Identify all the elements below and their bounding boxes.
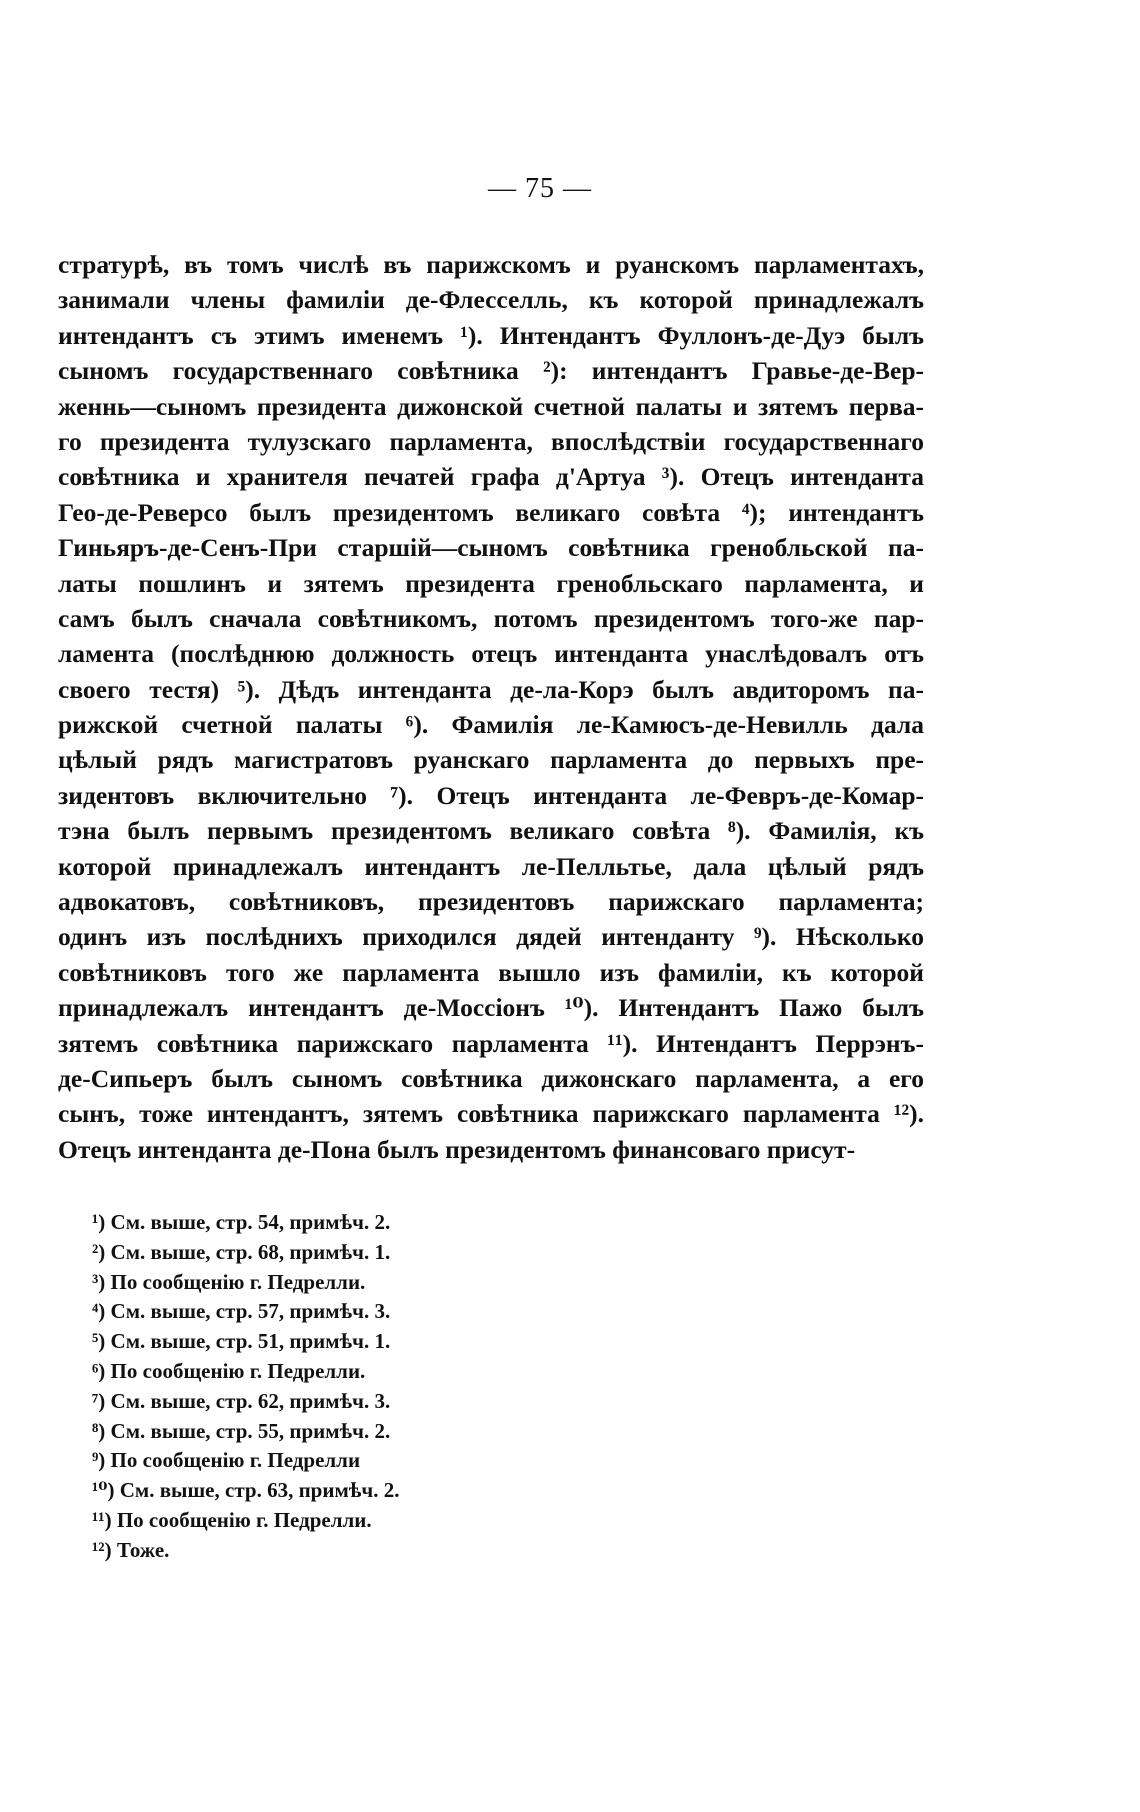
footnote: ¹⁰) См. выше, стр. 63, примѣч. 2. — [92, 1478, 400, 1503]
text-line: сынъ, тоже интендантъ, зятемъ совѣтника парижскаго парламента ¹²). — [58, 1099, 924, 1129]
footnote: ⁶) По сообщенію г. Педрелли. — [92, 1358, 366, 1383]
text-line: которой принадлежалъ интендантъ ле-Пелльтье, дала цѣлый рядъ — [58, 851, 924, 881]
text-line: совѣтниковъ того же парламента вышло изъ фамиліи, къ которой — [58, 957, 924, 987]
text-line: одинъ изъ послѣднихъ приходился дядей интенданту ⁹). Нѣсколько — [58, 922, 924, 952]
text-line: совѣтника и хранителя печатей графа д'Артуа ³). Отецъ интенданта — [58, 462, 924, 492]
footnote: ²) См. выше, стр. 68, примѣч. 1. — [92, 1239, 391, 1264]
footnote: ¹¹) По сообщенію г. Педрелли. — [92, 1507, 372, 1532]
text-line: зидентовъ включительно ⁷). Отецъ интенданта ле-Февръ-де-Комар- — [58, 780, 924, 810]
text-line: занимали члены фамиліи де-Флесселль, къ которой принадлежалъ — [58, 285, 924, 315]
text-line: самъ былъ сначала совѣтникомъ, потомъ президентомъ того-же пар- — [58, 603, 924, 633]
text-line: цѣлый рядъ магистратовъ руанскаго парламента до первыхъ пре- — [58, 745, 924, 775]
text-line: женнь—сыномъ президента дижонской счетной палаты и зятемъ перва- — [58, 391, 924, 421]
text-line: го президента тулузскаго парламента, впослѣдствіи государственнаго — [58, 426, 924, 456]
footnote: ⁷) См. выше, стр. 62, примѣч. 3. — [92, 1388, 391, 1413]
text-line: сыномъ государственнаго совѣтника ²): интендантъ Гравье-де-Вер- — [58, 356, 924, 386]
text-line: зятемъ совѣтника парижскаго парламента ¹¹). Интендантъ Перрэнъ- — [58, 1028, 924, 1058]
text-line: Гиньяръ-де-Сенъ-При старшій—сыномъ совѣтника гренобльской па- — [58, 533, 924, 563]
footnote: ⁵) См. выше, стр. 51, примѣч. 1. — [92, 1329, 391, 1354]
text-line: Отецъ интенданта де-Пона былъ президентомъ финансоваго присут- — [58, 1134, 856, 1164]
text-line: де-Сипьеръ былъ сыномъ совѣтника дижонскаго парламента, а его — [58, 1063, 924, 1093]
text-line: стратурѣ, въ томъ числѣ въ парижскомъ и руанскомъ парламентахъ, — [58, 250, 924, 279]
page-number: — 75 — — [488, 173, 592, 204]
footnote: ¹²) Тоже. — [92, 1537, 170, 1562]
footnote: ¹) См. выше, стр. 54, примѣч. 2. — [92, 1210, 391, 1234]
text-line: принадлежалъ интендантъ де-Моссіонъ ¹⁰). Интендантъ Пажо былъ — [58, 993, 924, 1023]
body-text — [58, 247, 924, 1167]
footnote: ⁹) По сообщенію г. Педрелли — [92, 1448, 361, 1473]
text-line: своего тестя) ⁵). Дѣдъ интенданта де-ла-Корэ былъ авдиторомъ па- — [58, 674, 924, 704]
text-line: рижской счетной палаты ⁶). Фамилія ле-Камюсъ-де-Невилль дала — [58, 710, 924, 740]
footnote: ⁴) См. выше, стр. 57, примѣч. 3. — [92, 1299, 391, 1324]
text-line: интендантъ съ этимъ именемъ ¹). Интендантъ Фуллонъ-де-Дуэ былъ — [58, 320, 924, 350]
footnote: ³) По сообщенію г. Педрелли. — [92, 1269, 366, 1294]
text-line: адвокатовъ, совѣтниковъ, президентовъ парижскаго парламента; — [58, 887, 924, 917]
text-line: тэна былъ первымъ президентомъ великаго совѣта ⁸). Фамилія, къ — [58, 816, 924, 846]
footnotes — [92, 1208, 399, 1566]
footnote: ⁸) См. выше, стр. 55, примѣч. 2. — [92, 1418, 391, 1443]
text-line: ламента (послѣднюю должность отецъ интенданта унаслѣдовалъ отъ — [58, 639, 924, 669]
text-line: латы пошлинъ и зятемъ президента гренобльскаго парламента, и — [58, 568, 924, 598]
text-line: Гео-де-Реверсо былъ президентомъ великаго совѣта ⁴); интендантъ — [58, 497, 924, 527]
